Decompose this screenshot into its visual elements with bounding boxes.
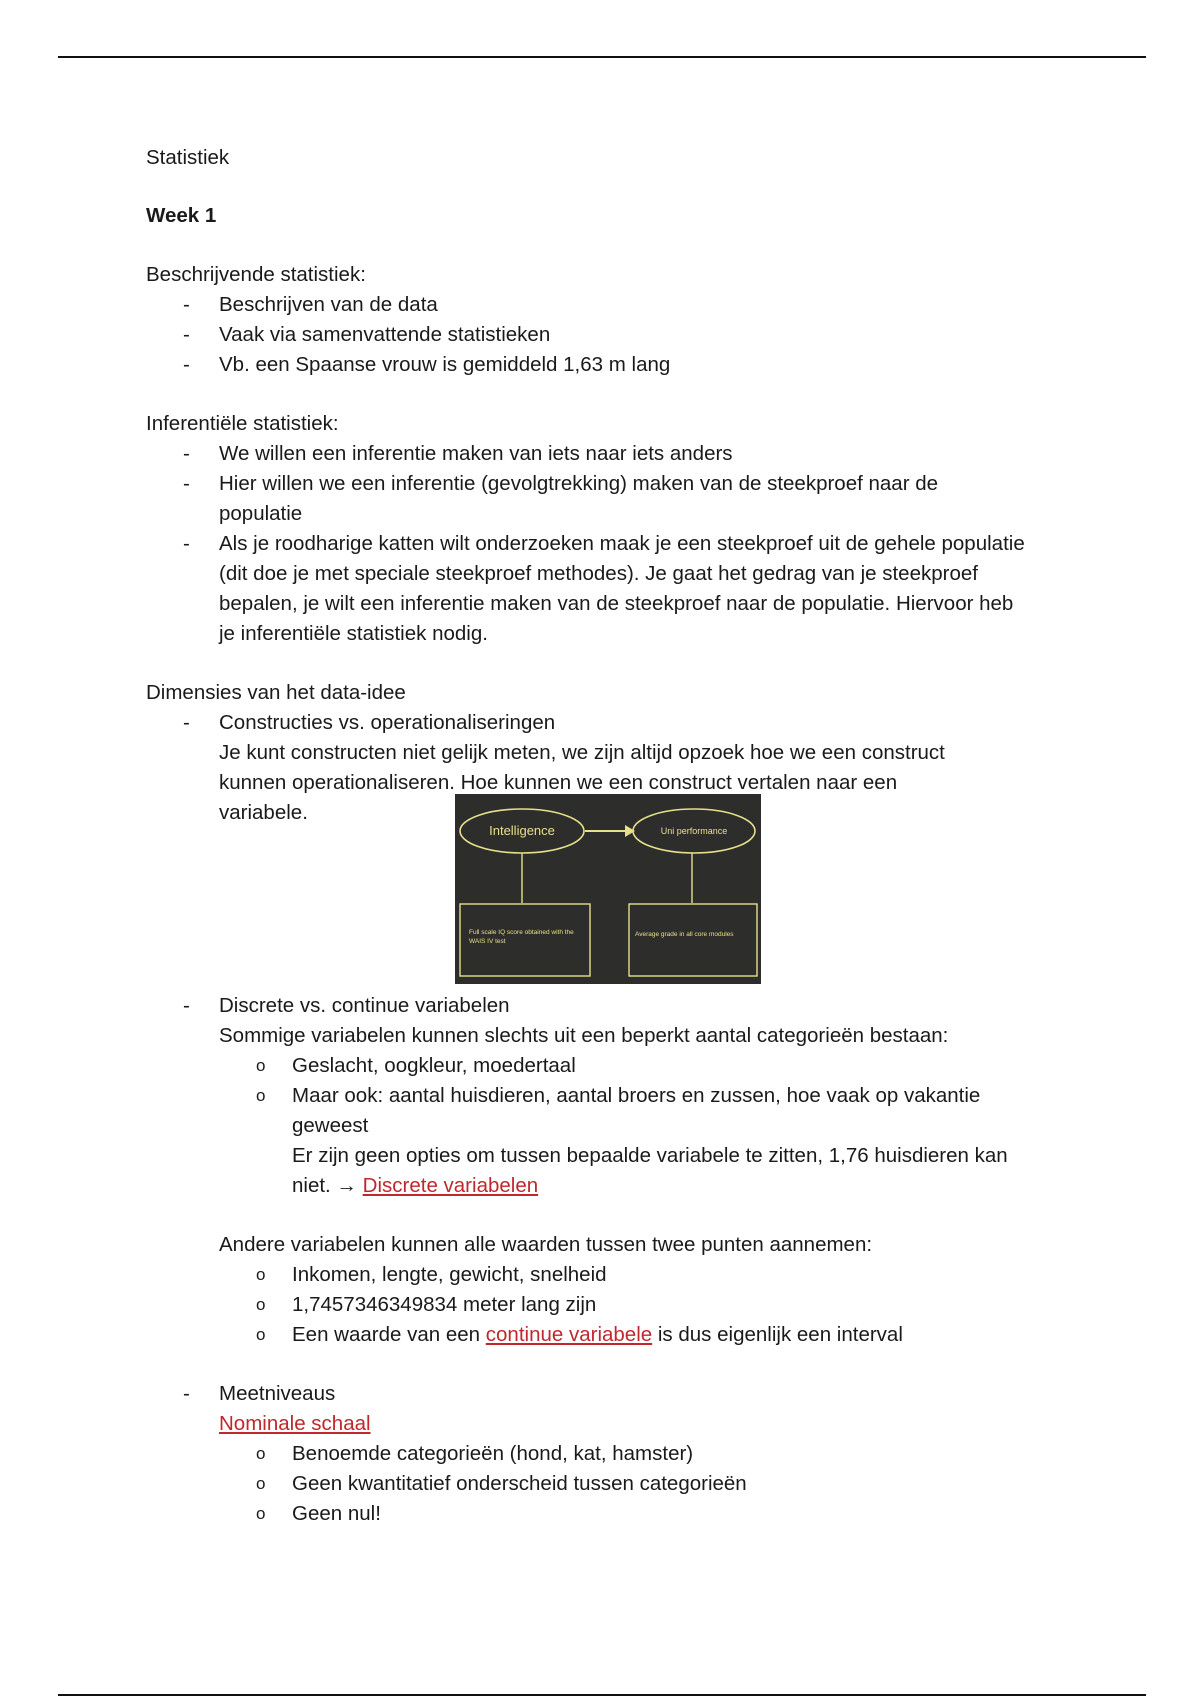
list-dimensies (146, 708, 1046, 1051)
continue-variabele-link[interactable]: continue variabele (485, 1323, 653, 1346)
circle-marker: o (256, 1474, 266, 1493)
circle-marker: o (256, 1295, 266, 1314)
dash-marker: - (183, 472, 190, 495)
list-nominaal (146, 1439, 1046, 1529)
list-inferentieel (146, 439, 1046, 649)
continuous-intro: Andere variabelen kunnen alle waarden tussen twee punten aannemen: (219, 1233, 873, 1256)
list-item (146, 708, 1046, 991)
circle-marker: o (256, 1056, 266, 1075)
section-heading-beschrijvend: Beschrijvende statistiek: (146, 263, 366, 286)
operationalization-box-left-label: Full scale IQ score obtained with the WAIS IV test (469, 929, 574, 945)
meetniveaus-label: Meetniveaus (219, 1382, 336, 1405)
week-heading: Week 1 (146, 204, 217, 227)
construct-diagram-svg (455, 794, 761, 984)
section-heading-dimensies: Dimensies van het data-idee (146, 681, 406, 704)
list-item: - Vb. een Spaanse vrouw is gemiddeld 1,63 m lang (146, 350, 1046, 380)
dash-marker: - (183, 353, 190, 376)
list-item (146, 1379, 1046, 1439)
circle-marker: o (256, 1265, 266, 1284)
section-heading-inferentieel: Inferentiële statistiek: (146, 412, 339, 435)
list-item: o Geslacht, oogkleur, moedertaal (146, 1051, 1026, 1081)
list-item (146, 991, 1046, 1051)
circle-marker: o (256, 1444, 266, 1463)
constructies-label: Constructies vs. operationaliseringen (219, 711, 556, 734)
dash-marker: - (183, 442, 190, 465)
list-beschrijvend (146, 290, 1046, 380)
list-continuous (146, 1260, 1046, 1350)
list-item: - We willen een inferentie maken van iets naar iets anders (146, 439, 1046, 469)
discreet-label: Discrete vs. continue variabelen (219, 994, 510, 1017)
operationalization-box-right-label: Average grade in all core modules (635, 931, 734, 938)
discreet-note: Er zijn geen opties om tussen bepaalde variabele te zitten, 1,76 huisdieren kan niet. (292, 1144, 1008, 1197)
list-item: o Geen kwantitatief onderscheid tussen categorieën (146, 1469, 1046, 1499)
dash-marker: - (183, 323, 190, 346)
circle-marker: o (256, 1325, 266, 1344)
footer-rule (58, 1694, 1146, 1696)
header-rule (58, 56, 1146, 58)
circle-marker: o (256, 1086, 266, 1105)
construct-node-left-label: Intelligence (489, 823, 555, 838)
list-item: o Benoemde categorieën (hond, kat, hamster) (146, 1439, 1046, 1469)
list-item: o 1,7457346349834 meter lang zijn (146, 1290, 1046, 1320)
construct-node-right-label: Uni performance (660, 826, 728, 836)
dash-marker: - (183, 1382, 190, 1405)
discrete-variabelen-link[interactable]: Discrete variabelen (362, 1174, 539, 1197)
document-title: Statistiek (146, 146, 230, 169)
nominale-schaal-link[interactable]: Nominale schaal (219, 1412, 371, 1435)
constructies-text: Je kunt constructen niet gelijk meten, we zijn altijd opzoek hoe we een construct kunnen operationaliseren. Hoe kunnen we een construct vertalen naar een (219, 741, 945, 794)
circle-marker: o (256, 1504, 266, 1523)
constructies-text-end: variabele. (219, 801, 308, 824)
dash-marker: - (183, 293, 190, 316)
list-item: - Als je roodharige katten wilt onderzoeken maak je een steekproef uit de gehele populatie (dit doe je met speciale steekproef methodes). Je gaat het gedrag van je steekproef bepalen, je wilt een inferentie maken van de steekproef naar de populatie. Hiervoor heb je inferentiële statistiek nodig. (146, 529, 1046, 649)
dash-marker: - (183, 994, 190, 1017)
list-discreet (146, 1051, 1046, 1141)
list-item: o Inkomen, lengte, gewicht, snelheid (146, 1260, 1046, 1290)
list-item: o Maar ook: aantal huisdieren, aantal broers en zussen, hoe vaak op vakantie geweest (146, 1081, 1026, 1141)
arrow-right-icon: → (336, 1174, 357, 1197)
dash-marker: - (183, 711, 190, 734)
list-item: o Geen nul! (146, 1499, 1046, 1529)
list-meetniveaus (146, 1379, 1046, 1439)
construct-diagram (455, 794, 761, 984)
document-body (146, 143, 1046, 1529)
discreet-intro: Sommige variabelen kunnen slechts uit een beperkt aantal categorieën bestaan: (219, 1024, 949, 1047)
list-item: - Beschrijven van de data (146, 290, 1046, 320)
dash-marker: - (183, 532, 190, 555)
list-item: - Vaak via samenvattende statistieken (146, 320, 1046, 350)
list-item: - Hier willen we een inferentie (gevolgtrekking) maken van de steekproef naar de populatie (146, 469, 1046, 529)
discreet-note-block (146, 1141, 1046, 1201)
list-item: o Een waarde van een continue variabele is dus eigenlijk een interval (146, 1320, 1046, 1350)
